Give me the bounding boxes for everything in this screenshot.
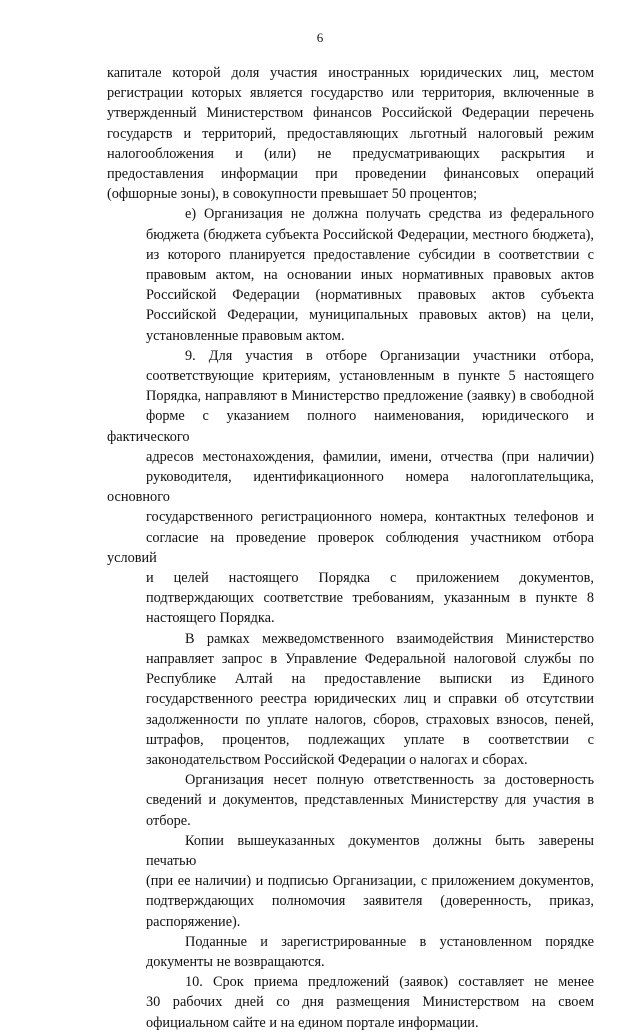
paragraph [107,770,594,831]
text-line: Поданные и зарегистрированные в установленном порядке [185,933,594,950]
text-line: бюджета (бюджета субъекта Российской Федерации, местного бюджета), [146,226,594,243]
text-line: документы не возвращаются. [146,953,325,970]
text-line: государственного реестра юридических лиц и справки об отсутствии [146,691,594,708]
paragraph [107,204,594,345]
text-line: предоставления информации при проведении финансовых операций [107,166,594,183]
paragraph [107,629,594,770]
text-line: руководителя, идентификационного номера налогоплательщика, основного [107,469,594,506]
text-line: установленные правовым актом. [146,327,345,344]
text-line: и целей настоящего Порядка с приложением документов, [146,570,594,587]
paragraph [107,831,594,932]
text-line: официальном сайте и на едином портале информации. [146,1014,479,1031]
text-line: отборе. [146,812,191,829]
text-line: Организация несет полную ответственность за достоверность [185,772,594,789]
text-line: 30 рабочих дней со дня размещения Министерством на своем [146,994,594,1011]
text-line: утвержденный Министерством финансов Российской Федерации перечень [107,105,594,122]
text-line: (офшорные зоны), в совокупности превышает 50 процентов; [107,186,478,203]
text-line: сведений и документов, представленных Министерству для участия в [146,792,594,809]
paragraph [107,972,594,1033]
text-line: штрафов, процентов, подлежащих уплате в соответствии с [146,731,594,748]
paragraph [107,63,594,204]
page-number: 6 [316,30,324,45]
text-line: Копии вышеуказанных документов должны быть заверены печатью [146,832,594,869]
text-line: распоряжение). [146,913,241,930]
paragraph [107,932,594,972]
text-line: согласие на проведение проверок соблюдения участником отбора условий [107,529,594,566]
text-line: настоящего Порядка. [146,610,275,627]
text-line: подтверждающих соответствие требованиям, указанным в пункте 8 [146,590,594,607]
text-line: Республике Алтай на предоставление выписки из Единого [146,671,594,688]
text-line: государств и территорий, предоставляющих льготный налоговый режим [107,125,594,142]
text-line: Порядка, направляют в Министерство предложение (заявку) в свободной [146,388,594,405]
text-line: законодательством Российской Федерации о налогах и сборах. [146,751,528,768]
text-line: соответствующие критериям, установленным в пункте 5 настоящего [146,368,594,385]
text-line: Российской Федерации, муниципальных правовых актов) на цели, [146,307,594,324]
document-body [107,63,594,1033]
text-line: В рамках межведомственного взаимодействия Министерство [185,630,594,647]
text-line: государственного регистрационного номера, контактных телефонов и [146,509,594,526]
text-line: из которого планируется предоставление субсидии в соответствии с [146,246,594,263]
text-line: направляет запрос в Управление Федеральной налоговой службы по [146,650,594,667]
text-line: адресов местонахождения, фамилии, имени, отчества (при наличии) [146,448,594,465]
text-line: е) Организация не должна получать средства из федерального [185,206,594,223]
text-line: (при ее наличии) и подписью Организации, с приложением документов, [146,873,594,890]
text-line: регистрации которых является государство или территория, включенные в [107,85,594,102]
text-line: правовым актом, на основании иных нормативных правовых актов [146,267,594,284]
text-line: налогообложения и (или) не предусматривающих раскрытия и [107,145,594,162]
text-line: капитале которой доля участия иностранных юридических лиц, местом [107,65,594,81]
text-line: 9. Для участия в отборе Организации участники отбора, [185,347,594,364]
text-line: подтверждающих полномочия заявителя (доверенность, приказ, [146,893,594,910]
paragraph [107,346,594,629]
text-line: форме с указанием полного наименования, юридического и фактического [107,408,594,445]
text-line: Российской Федерации (нормативных правовых актов субъекта [146,287,594,304]
text-line: 10. Срок приема предложений (заявок) составляет не менее [185,974,594,991]
text-line: задолженности по уплате налогов, сборов, страховых взносов, пеней, [146,711,594,728]
